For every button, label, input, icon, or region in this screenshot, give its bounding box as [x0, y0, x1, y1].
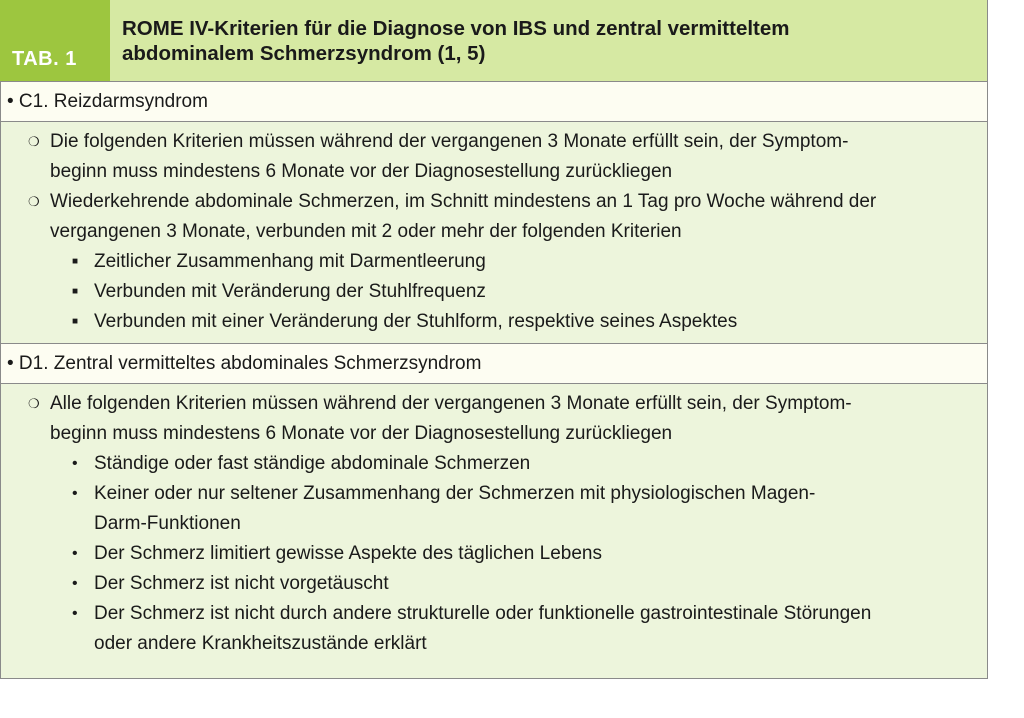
- table-header: [0, 0, 988, 81]
- sub-list-item-text: Der Schmerz ist nicht durch andere strukturelle oder funktionelle gastrointestinale Störungen: [94, 603, 872, 624]
- sub-list-item: [1, 277, 987, 307]
- table-title-line: abdominalem Schmerzsyndrom (1, 5): [122, 42, 486, 65]
- sub-list-item-text: Keiner oder nur seltener Zusammenhang der Schmerzen mit physiologischen Magen-: [94, 483, 816, 504]
- dot-bullet-icon: •: [72, 545, 78, 562]
- section-heading-c1: • C1. Reizdarmsyndrom: [0, 81, 988, 121]
- circle-bullet-icon: ❍: [28, 194, 40, 209]
- table-number-label: TAB. 1: [0, 0, 110, 81]
- list-item: [1, 389, 987, 449]
- list-item-text: beginn muss mindestens 6 Monate vor der Diagnosestellung zurückliegen: [50, 423, 673, 444]
- list-item-text: Die folgenden Kriterien müssen während der vergangenen 3 Monate erfüllt sein, der Symptom-: [50, 131, 849, 152]
- section-body-c1: [0, 121, 988, 343]
- square-bullet-icon: ■: [72, 286, 79, 297]
- sub-list-item: [1, 539, 987, 569]
- sub-list-item: [1, 449, 987, 479]
- sub-list-item-text: Zeitlicher Zusammenhang mit Darmentleerung: [94, 251, 486, 272]
- sub-list-item: [1, 247, 987, 277]
- sub-list-item-text: Verbunden mit Veränderung der Stuhlfrequenz: [94, 281, 486, 302]
- dot-bullet-icon: •: [72, 605, 78, 622]
- circle-bullet-icon: ❍: [28, 134, 40, 149]
- dot-bullet-icon: •: [72, 485, 78, 502]
- dot-bullet-icon: •: [72, 575, 78, 592]
- list-item-text: beginn muss mindestens 6 Monate vor der Diagnosestellung zurückliegen: [50, 161, 673, 182]
- section-body-d1: [0, 383, 988, 678]
- dot-bullet-icon: •: [72, 455, 78, 472]
- sub-list-item-text: Verbunden mit einer Veränderung der Stuhlform, respektive seines Aspektes: [94, 311, 738, 332]
- sub-list-item: [1, 599, 987, 659]
- table-title-line: ROME IV-Kriterien für die Diagnose von IBS und zentral vermitteltem: [122, 17, 790, 40]
- circle-bullet-icon: ❍: [28, 396, 40, 411]
- sub-list-item-text: Ständige oder fast ständige abdominale Schmerzen: [94, 453, 531, 474]
- list-item-text: Alle folgenden Kriterien müssen während der vergangenen 3 Monate erfüllt sein, der Symptom-: [50, 393, 852, 414]
- sub-list-item-text: oder andere Krankheitszustände erklärt: [94, 633, 427, 654]
- table-title: [110, 0, 988, 81]
- list-item-text: Wiederkehrende abdominale Schmerzen, im Schnitt mindestens an 1 Tag pro Woche während der: [50, 191, 877, 212]
- sub-list-item: [1, 569, 987, 599]
- square-bullet-icon: ■: [72, 256, 79, 267]
- section-heading-d1: • D1. Zentral vermitteltes abdominales Schmerzsyndrom: [0, 343, 988, 383]
- list-item-text: vergangenen 3 Monate, verbunden mit 2 oder mehr der folgenden Kriterien: [50, 221, 682, 242]
- sub-list-item-text: Der Schmerz ist nicht vorgetäuscht: [94, 573, 389, 594]
- list-item: [1, 127, 987, 187]
- sub-list-item-text: Der Schmerz limitiert gewisse Aspekte des täglichen Lebens: [94, 543, 602, 564]
- sub-list-item: [1, 479, 987, 539]
- square-bullet-icon: ■: [72, 316, 79, 327]
- list-item: [1, 187, 987, 247]
- sub-list-item: [1, 307, 987, 337]
- sub-list-item-text: Darm-Funktionen: [94, 513, 241, 534]
